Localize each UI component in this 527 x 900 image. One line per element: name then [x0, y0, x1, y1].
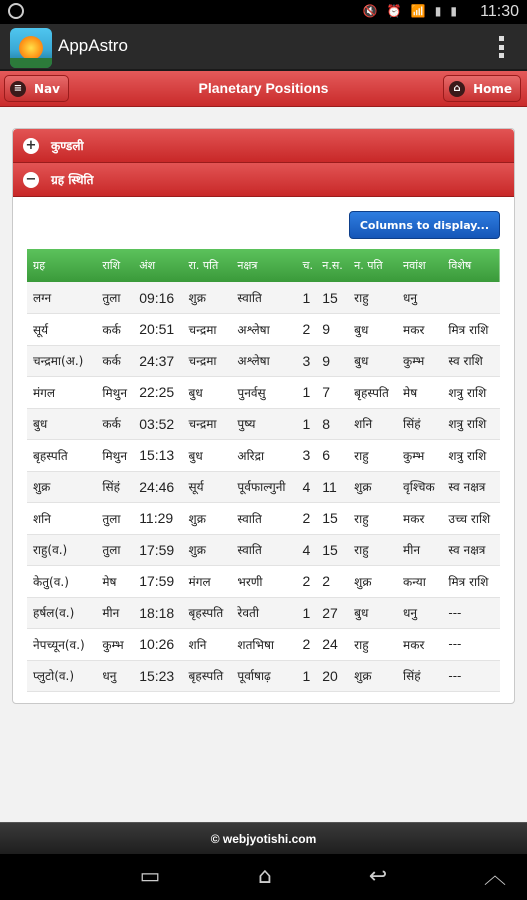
- table-cell: मीन: [397, 534, 442, 566]
- column-header[interactable]: रा. पति: [188, 259, 219, 272]
- table-cell: ---: [442, 597, 500, 629]
- app-logo[interactable]: [10, 28, 52, 68]
- table-row: [27, 534, 500, 566]
- system-nav-bar: [0, 854, 527, 900]
- column-header[interactable]: नवांश: [403, 259, 426, 272]
- table-cell: 6: [316, 440, 348, 472]
- page-title: Planetary Positions: [198, 80, 329, 96]
- table-cell: मिथुन: [96, 440, 133, 472]
- nav-button[interactable]: [4, 75, 69, 102]
- table-cell: मकर: [397, 629, 442, 661]
- table-cell: 24:46: [133, 471, 182, 503]
- table-cell: अश्लेषा: [231, 345, 296, 377]
- table-cell: कर्क: [96, 408, 133, 440]
- table-body: [27, 282, 500, 692]
- table-cell: बृहस्पति: [183, 597, 232, 629]
- table-cell: स्वाति: [231, 282, 296, 314]
- table-cell: मीन: [96, 597, 133, 629]
- table-cell: 15:23: [133, 660, 182, 692]
- table-cell: चन्द्रमा: [183, 408, 232, 440]
- footer: © webjyotishi.com: [0, 822, 527, 854]
- table-cell: लग्न: [27, 282, 96, 314]
- table-cell: हर्षल(व.): [27, 597, 96, 629]
- table-cell: नेपच्यून(व.): [27, 629, 96, 661]
- table-cell: शतभिषा: [231, 629, 296, 661]
- table-cell: 17:59: [133, 566, 182, 598]
- signal-icon: ▮: [434, 4, 442, 18]
- home-icon: ⌂: [449, 81, 465, 97]
- table-cell: राहु: [348, 440, 397, 472]
- table-cell: 4: [296, 534, 316, 566]
- table-cell: कर्क: [96, 314, 133, 346]
- table-cell: सिंहं: [397, 408, 442, 440]
- table-cell: तुला: [96, 282, 133, 314]
- table-cell: 15: [316, 282, 348, 314]
- mute-icon: 🔇: [362, 4, 378, 18]
- table-cell: शुक्र: [183, 534, 232, 566]
- column-header[interactable]: नक्षत्र: [237, 259, 258, 272]
- table-cell: धनु: [397, 282, 442, 314]
- table-row: [27, 314, 500, 346]
- column-header[interactable]: च.: [302, 259, 313, 272]
- table-cell: रेवती: [231, 597, 296, 629]
- table-row: [27, 503, 500, 535]
- table-cell: बृहस्पति: [348, 377, 397, 409]
- table-cell: पुष्य: [231, 408, 296, 440]
- table-cell: 9: [316, 345, 348, 377]
- table-cell: अश्लेषा: [231, 314, 296, 346]
- table-cell: 3: [296, 345, 316, 377]
- table-cell: 3: [296, 440, 316, 472]
- table-cell: शुक्र: [348, 660, 397, 692]
- table-cell: धनु: [96, 660, 133, 692]
- table-cell: शत्रु राशि: [442, 440, 500, 472]
- graha-sthiti-body: [13, 197, 514, 703]
- table-cell: पुनर्वसु: [231, 377, 296, 409]
- table-cell: 18:18: [133, 597, 182, 629]
- status-time: 11:30: [480, 3, 519, 20]
- table-cell: बुध: [183, 440, 232, 472]
- table-row: [27, 660, 500, 692]
- collapsible-kundli[interactable]: [13, 129, 514, 163]
- table-cell: मकर: [397, 314, 442, 346]
- overflow-menu-icon[interactable]: [499, 36, 505, 58]
- table-cell: 11: [316, 471, 348, 503]
- table-cell: कुम्भ: [397, 440, 442, 472]
- column-header[interactable]: विशेष: [448, 259, 472, 272]
- table-cell: चन्द्रमा: [183, 345, 232, 377]
- table-cell: राहु: [348, 503, 397, 535]
- table-cell: कर्क: [96, 345, 133, 377]
- table-cell: ---: [442, 629, 500, 661]
- table-cell: राहु: [348, 629, 397, 661]
- minus-icon: −: [23, 172, 39, 188]
- table-cell: बुध: [348, 314, 397, 346]
- table-cell: शत्रु राशि: [442, 377, 500, 409]
- collapsible-label: ग्रह स्थिति: [51, 173, 94, 187]
- table-cell: 1: [296, 282, 316, 314]
- table-cell: 22:25: [133, 377, 182, 409]
- table-cell: बुध: [348, 345, 397, 377]
- column-header[interactable]: न.स.: [322, 259, 343, 272]
- table-cell: भरणी: [231, 566, 296, 598]
- system-indicator-icon: [8, 3, 24, 19]
- table-cell: तुला: [96, 503, 133, 535]
- table-cell: शनि: [27, 503, 96, 535]
- table-row: [27, 629, 500, 661]
- table-cell: 1: [296, 408, 316, 440]
- table-cell: राहु: [348, 282, 397, 314]
- collapsible-graha-sthiti[interactable]: [13, 163, 514, 197]
- table-cell: 1: [296, 660, 316, 692]
- table-cell: चन्द्रमा: [183, 314, 232, 346]
- table-cell: सिंहं: [397, 660, 442, 692]
- table-cell: 2: [296, 503, 316, 535]
- table-cell: अरिद्रा: [231, 440, 296, 472]
- table-row: [27, 282, 500, 314]
- column-header[interactable]: ग्रह: [33, 259, 46, 272]
- table-cell: बृहस्पति: [183, 660, 232, 692]
- table-cell: राहु(व.): [27, 534, 96, 566]
- table-row: [27, 471, 500, 503]
- sun-icon: [19, 36, 43, 60]
- table-cell: 15:13: [133, 440, 182, 472]
- home-button-label: Home: [473, 81, 512, 96]
- table-cell: स्व नक्षत्र: [442, 471, 500, 503]
- table-cell: शुक्र: [348, 566, 397, 598]
- page-header: [0, 71, 527, 107]
- table-cell: सूर्य: [27, 314, 96, 346]
- table-cell: 15: [316, 534, 348, 566]
- table-cell: शनि: [183, 629, 232, 661]
- table-cell: 1: [296, 597, 316, 629]
- table-cell: केतु(व.): [27, 566, 96, 598]
- status-icons: [363, 4, 457, 18]
- table-row: [27, 408, 500, 440]
- table-row: [27, 345, 500, 377]
- table-cell: 8: [316, 408, 348, 440]
- table-row: [27, 377, 500, 409]
- table-cell: 4: [296, 471, 316, 503]
- table-cell: मंगल: [27, 377, 96, 409]
- table-cell: 2: [296, 566, 316, 598]
- nav-button-label: Nav: [34, 81, 60, 96]
- recent-apps-icon[interactable]: ▭: [139, 864, 161, 889]
- table-cell: पूर्वाषाढ़: [231, 660, 296, 692]
- action-bar: [0, 24, 527, 71]
- status-bar: [0, 0, 527, 24]
- system-home-icon[interactable]: ⌂: [258, 864, 272, 889]
- table-cell: चन्द्रमा(अ.): [27, 345, 96, 377]
- table-cell: 17:59: [133, 534, 182, 566]
- table-cell: मेष: [96, 566, 133, 598]
- table-cell: 11:29: [133, 503, 182, 535]
- table-cell: मंगल: [183, 566, 232, 598]
- planet-positions-table: [27, 249, 500, 692]
- columns-to-display-button[interactable]: Columns to display...: [349, 211, 500, 239]
- table-header-row: [27, 249, 500, 282]
- table-cell: 09:16: [133, 282, 182, 314]
- table-cell: शुक्र: [27, 471, 96, 503]
- table-cell: सिंहं: [96, 471, 133, 503]
- table-cell: स्वाति: [231, 534, 296, 566]
- column-header[interactable]: अंश: [139, 259, 156, 272]
- battery-icon: ▮: [450, 4, 457, 18]
- table-cell: 1: [296, 377, 316, 409]
- home-button[interactable]: [443, 75, 521, 102]
- table-cell: मित्र राशि: [442, 314, 500, 346]
- table-cell: बुध: [348, 597, 397, 629]
- table-cell: राहु: [348, 534, 397, 566]
- table-cell: उच्च राशि: [442, 503, 500, 535]
- table-cell: कुम्भ: [96, 629, 133, 661]
- table-cell: बुध: [183, 377, 232, 409]
- table-cell: 20: [316, 660, 348, 692]
- table-cell: 10:26: [133, 629, 182, 661]
- table-row: [27, 566, 500, 598]
- menu-icon: ≡: [10, 81, 26, 97]
- table-cell: स्व राशि: [442, 345, 500, 377]
- table-cell: प्लुटो(व.): [27, 660, 96, 692]
- table-cell: 9: [316, 314, 348, 346]
- table-cell: मकर: [397, 503, 442, 535]
- table-cell: 24: [316, 629, 348, 661]
- column-header[interactable]: न. पति: [354, 259, 383, 272]
- app-title: AppAstro: [58, 36, 128, 55]
- table-cell: 2: [316, 566, 348, 598]
- table-cell: मिथुन: [96, 377, 133, 409]
- table-cell: 2: [296, 314, 316, 346]
- table-cell: मेष: [397, 377, 442, 409]
- table-cell: बृहस्पति: [27, 440, 96, 472]
- table-cell: वृश्चिक: [397, 471, 442, 503]
- table-cell: तुला: [96, 534, 133, 566]
- table-cell: स्व नक्षत्र: [442, 534, 500, 566]
- table-cell: धनु: [397, 597, 442, 629]
- table-cell: [442, 282, 500, 314]
- table-cell: 7: [316, 377, 348, 409]
- table-row: [27, 597, 500, 629]
- table-cell: 03:52: [133, 408, 182, 440]
- table-cell: शनि: [348, 408, 397, 440]
- alarm-icon: ⏰: [386, 4, 402, 18]
- plus-icon: +: [23, 138, 39, 154]
- table-cell: सूर्य: [183, 471, 232, 503]
- table-cell: मित्र राशि: [442, 566, 500, 598]
- content-card: [12, 128, 515, 704]
- table-cell: स्वाति: [231, 503, 296, 535]
- table-cell: शुक्र: [183, 503, 232, 535]
- table-row: [27, 440, 500, 472]
- table-cell: शुक्र: [348, 471, 397, 503]
- table-cell: शत्रु राशि: [442, 408, 500, 440]
- table-cell: पूर्वफाल्गुनी: [231, 471, 296, 503]
- table-cell: 20:51: [133, 314, 182, 346]
- table-cell: 27: [316, 597, 348, 629]
- table-cell: कन्या: [397, 566, 442, 598]
- table-cell: 2: [296, 629, 316, 661]
- table-cell: कुम्भ: [397, 345, 442, 377]
- column-header[interactable]: राशि: [102, 259, 121, 272]
- up-chevron-icon[interactable]: ︿: [483, 864, 506, 889]
- table-cell: 15: [316, 503, 348, 535]
- collapsible-label: कुण्डली: [51, 139, 84, 153]
- wifi-icon: 📶: [410, 4, 426, 18]
- back-icon[interactable]: ↩: [368, 864, 388, 889]
- table-cell: 24:37: [133, 345, 182, 377]
- table-cell: ---: [442, 660, 500, 692]
- table-cell: बुध: [27, 408, 96, 440]
- table-cell: शुक्र: [183, 282, 232, 314]
